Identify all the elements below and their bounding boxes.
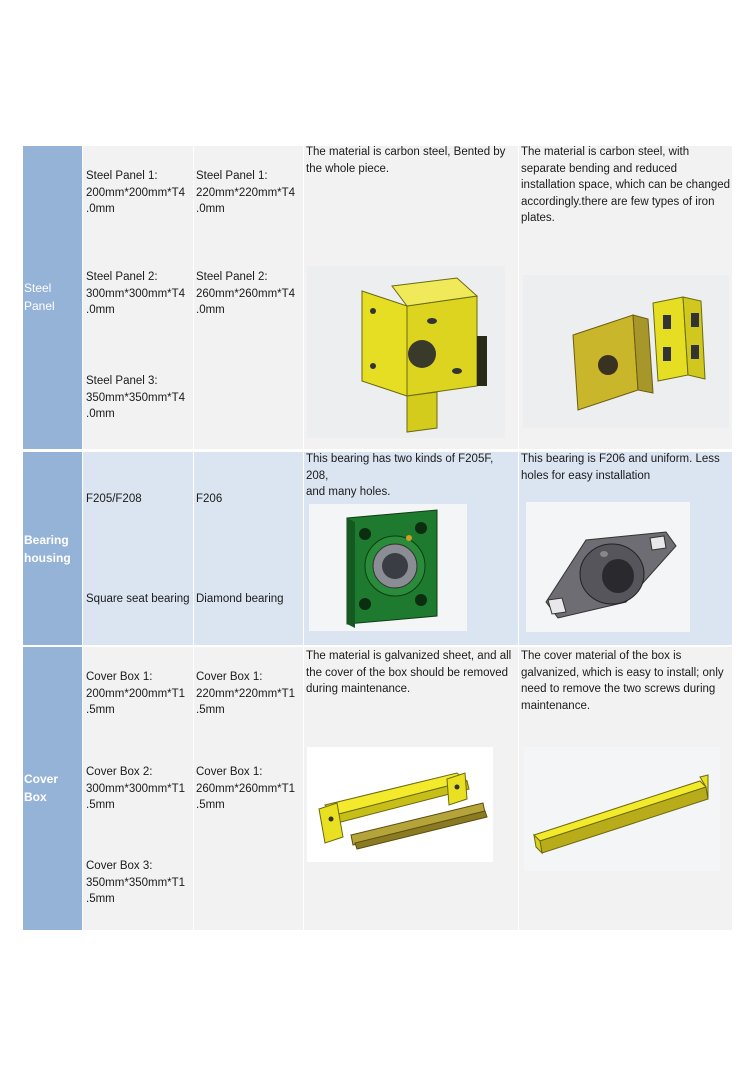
diamond-bearing-icon (526, 502, 690, 632)
row-label-steel-panel (23, 146, 82, 449)
spec-item: Cover Box 1: 200mm*200mm*T1 .5mm (86, 671, 186, 716)
spec-item: Cover Box 1: 260mm*260mm*T1 .5mm (196, 766, 296, 811)
steel-panel-sizes-col2 (194, 146, 303, 449)
row-label-line: Cover (24, 772, 59, 786)
square-bearing-image (309, 504, 467, 631)
diamond-bearing-image (526, 502, 690, 632)
cover-box-image-2 (524, 747, 720, 871)
cover-box-image-1 (307, 747, 493, 862)
steel-panel-image-1 (307, 266, 505, 438)
separate-iron-plates-icon (523, 275, 729, 428)
spec-item: F206 (196, 493, 223, 505)
steel-panel-image-2 (523, 275, 729, 428)
cover-box-channel-icon (524, 747, 720, 871)
row-label-line: Bearing (24, 533, 69, 547)
spec-item: Steel Panel 2: 300mm*300mm*T4 .0mm (86, 271, 186, 316)
steel-panel-desc-1 (304, 146, 518, 449)
cover-box-sizes-col1 (83, 647, 193, 930)
bearing-types-col1 (83, 452, 193, 645)
spec-item: Steel Panel 3: 350mm*350mm*T4 .0mm (86, 375, 186, 420)
cover-box-desc-2 (519, 647, 732, 930)
cover-box-desc-1 (304, 647, 518, 930)
bearing-desc-1 (304, 452, 518, 645)
description-text: The material is galvanized sheet, and all the cover of the box should be removed during maintenance. (306, 650, 512, 695)
square-seat-bearing-icon (309, 504, 467, 631)
spec-item: Cover Box 2: 300mm*300mm*T1 .5mm (86, 766, 186, 811)
spec-item: Steel Panel 2: 260mm*260mm*T4 .0mm (196, 271, 296, 316)
bearing-desc-2 (519, 452, 732, 645)
row-label-line: Box (24, 790, 47, 804)
steel-bracket-icon (307, 266, 505, 438)
cover-box-sizes-col2 (194, 647, 303, 930)
steel-panel-desc-2 (519, 146, 732, 449)
row-label-line: Panel (24, 299, 55, 313)
description-text: The material is carbon steel, with separate bending and reduced installation space, which can be changed accordingly.there are few types of iron plates. (521, 146, 731, 224)
spec-item: Steel Panel 1: 200mm*200mm*T4 .0mm (86, 170, 186, 215)
row-label-line: housing (24, 551, 71, 565)
description-text: The material is carbon steel, Bented by the whole piece. (306, 146, 506, 175)
spec-item: Cover Box 1: 220mm*220mm*T1 .5mm (196, 671, 296, 716)
spec-item: Square seat bearing (86, 593, 190, 605)
row-label-line: Steel (24, 281, 52, 295)
bearing-types-col2 (194, 452, 303, 645)
spec-item: Cover Box 3: 350mm*350mm*T1 .5mm (86, 860, 186, 905)
description-text: This bearing is F206 and uniform. Less holes for easy installation (521, 453, 720, 482)
spec-item: Diamond bearing (196, 593, 284, 605)
spec-item: Steel Panel 1: 220mm*220mm*T4 .0mm (196, 170, 296, 215)
steel-panel-sizes-col1 (83, 146, 193, 449)
cover-box-split-icon (307, 747, 493, 862)
row-label-cover-box (23, 647, 82, 930)
row-label-bearing-housing (23, 452, 82, 645)
description-text: This bearing has two kinds of F205F, 208, and many holes. (306, 453, 494, 498)
description-text: The cover material of the box is galvanized, which is easy to install; only need to remove the two screws during maintenance. (521, 650, 724, 712)
spec-item: F205/F208 (86, 493, 142, 505)
